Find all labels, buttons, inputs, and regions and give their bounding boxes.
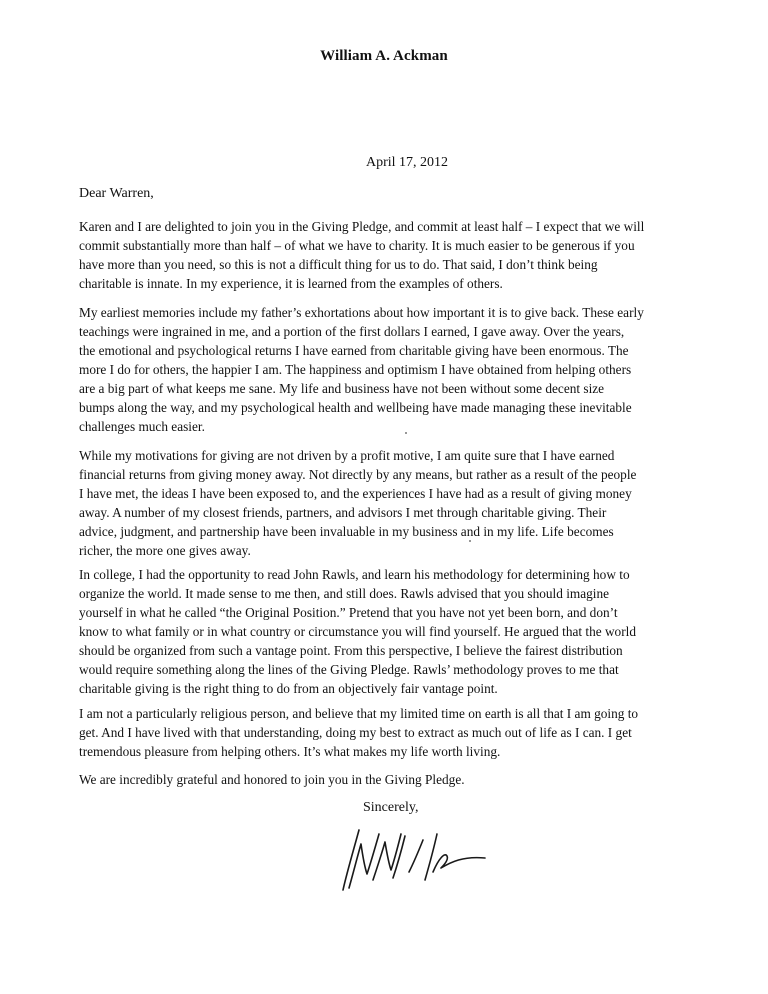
- paragraph-1: [79, 217, 699, 293]
- handwritten-signature-icon: [335, 822, 495, 894]
- letter-date: April 17, 2012: [366, 155, 449, 170]
- paragraph-line: I am not a particularly religious person, and believe that my limited time on earth is all that I am going to: [79, 706, 639, 721]
- paragraph-line: advice, judgment, and partnership have been invaluable in my business and in my life. Life becomes: [79, 524, 614, 539]
- paragraph-6: [79, 770, 699, 789]
- paragraph-line: tremendous pleasure from helping others. It’s what makes my life worth living.: [79, 744, 501, 759]
- salutation: Dear Warren,: [79, 186, 154, 201]
- paragraph-2: [79, 303, 699, 436]
- paragraph-line: get. And I have lived with that understanding, doing my best to extract as much out of life as I can. I get: [79, 725, 632, 740]
- paragraph-4: [79, 565, 699, 698]
- paragraph-line: We are incredibly grateful and honored to join you in the Giving Pledge.: [79, 772, 465, 787]
- paragraph-line: should be organized from such a vantage point. From this perspective, I believe the fairest distribution: [79, 643, 623, 658]
- closing: Sincerely,: [363, 800, 419, 815]
- paragraph-line: are a big part of what keeps me sane. My life and business have not been without some decent size: [79, 381, 605, 396]
- letterhead-name: William A. Ackman: [320, 48, 448, 64]
- scan-speck: [469, 540, 471, 542]
- paragraph-3: [79, 446, 699, 560]
- paragraph-line: My earliest memories include my father’s exhortations about how important it is to give back. These early: [79, 305, 644, 320]
- paragraph-line: would require something along the lines of the Giving Pledge. Rawls’ methodology proves to me that: [79, 662, 619, 677]
- paragraph-line: challenges much easier.: [79, 419, 205, 434]
- paragraph-line: richer, the more one gives away.: [79, 543, 251, 558]
- paragraph-5: [79, 704, 699, 761]
- paragraph-line: know to what family or in what country or circumstance you will find yourself. He argued that the world: [79, 624, 636, 639]
- paragraph-line: the emotional and psychological returns I have earned from charitable giving have been enormous. The: [79, 343, 629, 358]
- paragraph-line: charitable is innate. In my experience, it is learned from the examples of others.: [79, 276, 503, 291]
- paragraph-line: While my motivations for giving are not driven by a profit motive, I am quite sure that I have earned: [79, 448, 615, 463]
- paragraph-line: In college, I had the opportunity to read John Rawls, and learn his methodology for determining how to: [79, 567, 630, 582]
- paragraph-line: teachings were ingrained in me, and a portion of the first dollars I earned, I gave away. Over the years,: [79, 324, 625, 339]
- signature-strokes: [343, 830, 485, 890]
- paragraph-line: charitable giving is the right thing to do from an objectively fair vantage point.: [79, 681, 498, 696]
- scan-speck: [405, 432, 407, 434]
- paragraph-line: away. A number of my closest friends, partners, and advisors I met through charitable giving. Their: [79, 505, 607, 520]
- paragraph-line: Karen and I are delighted to join you in the Giving Pledge, and commit at least half – I expect that we will: [79, 219, 645, 234]
- paragraph-line: have more than you need, so this is not a difficult thing for us to do. That said, I don’t think being: [79, 257, 598, 272]
- paragraph-line: yourself in what he called “the Original Position.” Pretend that you have not yet been born, and don’t: [79, 605, 618, 620]
- paragraph-line: more I do for others, the happier I am. The happiness and optimism I have obtained from helping others: [79, 362, 632, 377]
- paragraph-line: financial returns from giving money away. Not directly by any means, but rather as a result of the people: [79, 467, 637, 482]
- paragraph-line: bumps along the way, and my psychological health and wellbeing have made managing these inevitable: [79, 400, 632, 415]
- paragraph-line: organize the world. It made sense to me then, and still does. Rawls advised that you should imagine: [79, 586, 610, 601]
- paragraph-line: commit substantially more than half – of what we have to charity. It is much easier to be generous if you: [79, 238, 635, 253]
- paragraph-line: I have met, the ideas I have been exposed to, and the experiences I have had as a result of giving money: [79, 486, 632, 501]
